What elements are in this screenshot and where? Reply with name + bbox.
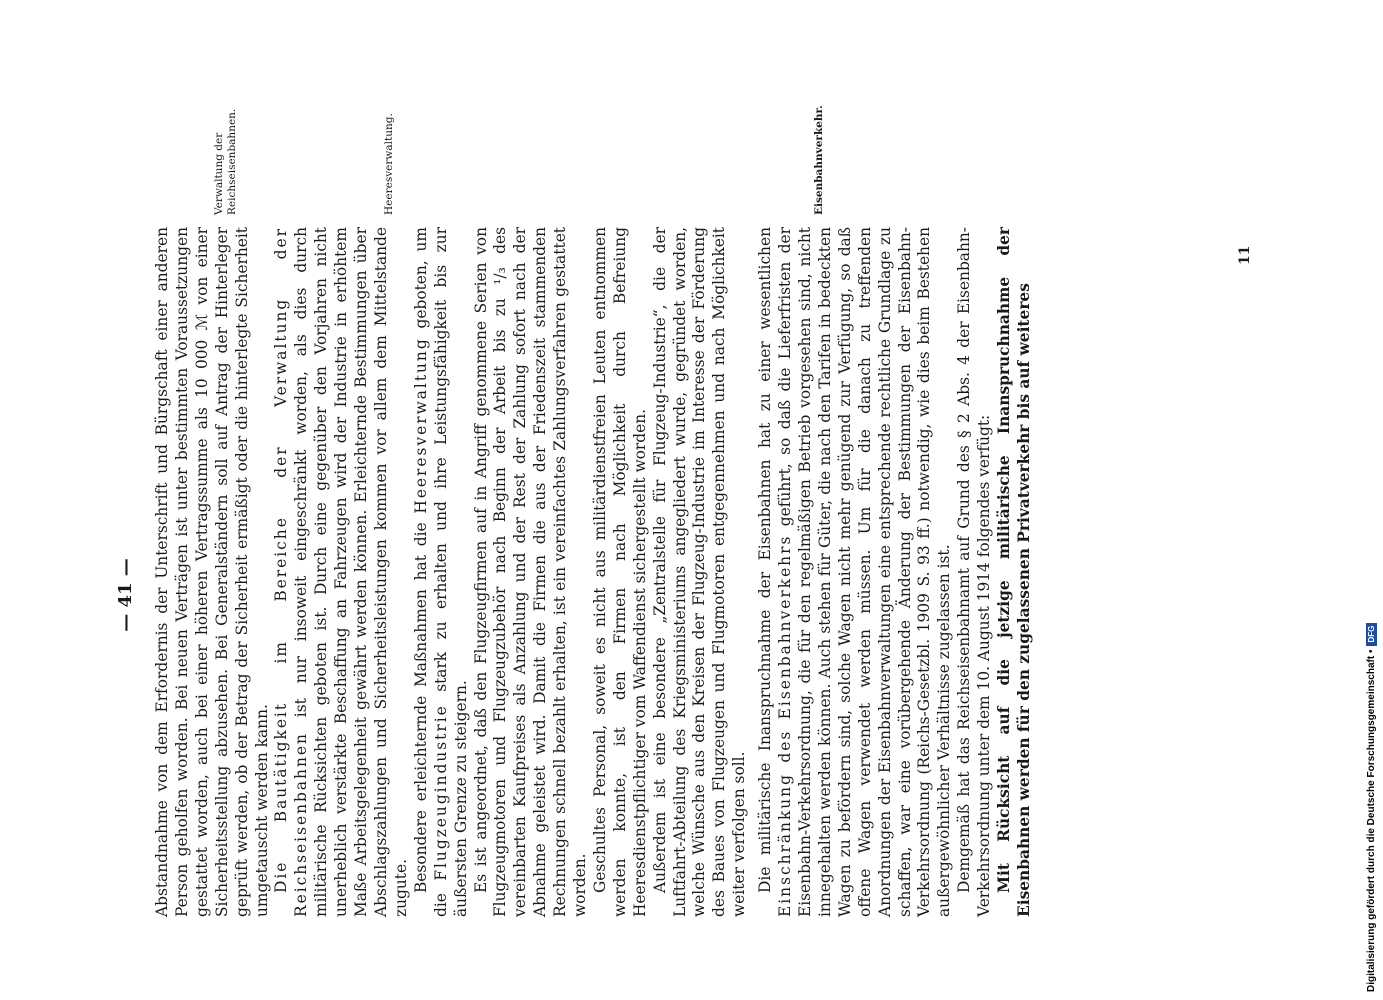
- rotated-page: [115, 105, 1275, 955]
- paragraph-body: geführt, so daß die Lieferfristen der Eisenbahn-Verkehrsordnung, die für den regelmäßigen Betrieb vorgesehen sind, nicht innegehalten werden können. Auch stehen für Güter, die nach den Tarifen in bedeckten Wagen zu befördern sind, solche Wagen nicht mehr genügend zur Verfügung, so daß offene Wagen verwendet werden müssen. Um für die danach zu treffenden Anordnungen der Eisenbahnverwaltungen eine entsprechende rechtliche Grundlage zu schaffen, war eine vorübergehende Änderung der Bestimmungen der Eisenbahn-Verkehrsordnung (Reichs-Gesetzbl. 1909 S. 93 ff.) notwendig, wie dies beim Bestehen außergewöhnlicher Verhältnisse zugelassen ist.: [776, 226, 954, 917]
- paragraph-zentralstelle: Außerdem ist eine besondere „Zentralstelle für Flugzeug-Industrie“, die der Luftfahrt-Abteilung des Kriegsministeriums angegliedert wurde, gegründet worden, welche Wünsche aus den Kreisen der Flugzeug-Industrie im Interesse der Förderung des Baues von Flugzeugen und Flugmotoren entgegennehmen und nach Möglichkeit weiter verfolgen soll.: [650, 227, 749, 917]
- credit-text: Digitalisierung gefördert durch die Deutsche Forschungsgemeinschaft •: [1366, 649, 1377, 992]
- lead-phrase: Heeresverwaltung: [411, 337, 430, 514]
- paragraph-body: ist nur insoweit eingeschränkt worden, als dies durch militärische Rücksichten geboten ist. Durch eine gegenüber den Vorjahren nicht unerheblich verstärkte Beschaffung an Fahrzeugen wird der Industrie in erhöhtem Maße Arbeitsgelegenheit gewährt werden können. Erleichternde Bestimmungen über Abschlagszahlungen und Sicherheitsleistungen kommen vor allem dem Mittelstande zugute.: [292, 227, 410, 917]
- paragraph-heeresverwaltung: [412, 227, 472, 917]
- paragraph-verfuegung: Mit Rücksicht auf die jetzige militärische Inanspruchnahme der Eisenbahnen werden für den zugelassenen Privatverkehr bis auf weiteres: [995, 227, 1033, 917]
- paragraph-personal: Geschultes Personal, soweit es nicht aus militärdienstfreien Leuten entnommen werden konnte, ist den Firmen nach Möglichkeit durch Befreiung Heeresdienstpflichtiger vom Waffendienst sichergestellt worden.: [590, 227, 649, 917]
- dfg-logo: DFG: [1366, 623, 1377, 646]
- digitization-credit: [1366, 623, 1377, 992]
- lead-phrase: Die Bautätigkeit im Bereiche der Verwaltung der Reichseisenbahnen: [272, 227, 311, 917]
- paragraph-bautaetigkeit: [272, 227, 411, 917]
- margin-note-heeresverwaltung: Heeresverwaltung.: [383, 113, 395, 215]
- paragraph-body: stark zu erhalten und ihre Leistungsfähigkeit bis zur äußersten Grenze zu steigern.: [431, 227, 470, 917]
- paragraph-eisenbahn: [756, 227, 955, 917]
- margin-note-eisenbahnverkehr: Eisenbahnverkehr.: [813, 105, 825, 215]
- sheet-number: 11: [1237, 245, 1253, 265]
- paragraph-anzahlung: Es ist angeordnet, daß den Flugzeugfirmen auf in Angriff genommene Serien von Flugzeugmotoren und Flugzeugzubehör nach Beginn der Arbeit bis zu ¹/₃ des vereinbarten Kaufpreises als Anzahlung und der Rest der Zahlung sofort nach der Abnahme geleistet wird. Damit die Firmen die aus der Friedenszeit stammenden Rechnungen schnell bezahlt erhalten, ist ein vereinfachtes Zahlungsverfahren gestattet worden.: [471, 227, 590, 917]
- paragraph-reichseisenbahnamt: Demgemäß hat das Reichseisenbahnamt auf Grund des § 2 Abs. 4 der Eisenbahn-Verkehrsordnung unter dem 10. August 1914 folgendes verfügt:: [955, 227, 994, 917]
- body-text: [153, 227, 1035, 917]
- paragraph-mid: geboten, um die: [411, 227, 450, 917]
- lead-phrase: Einschränkung des Eisenbahnverkehrs: [776, 534, 795, 917]
- paragraph-pre: Besondere erleichternde Maßnahmen hat die: [411, 513, 430, 893]
- paragraph-continuation: Abstandnahme von dem Erfordernis der Unterschrift und Bürgschaft einer anderen Person geholfen worden. Bei neuen Verträgen ist unter bestimmten Voraussetzungen gestattet worden, auch bei einer höheren Vertragssumme als 10 000 ℳ von einer Sicherheitsstellung abzusehen. Bei Generalständern soll auf Antrag der Hinterleger geprüft werden, ob der Betrag der Sicherheit ermäßigt oder die hinterlegte Sicherheit umgetauscht werden kann.: [153, 227, 271, 917]
- page-header: — 41 —: [115, 558, 136, 632]
- lead-phrase-2: Flugzeugindustrie: [431, 704, 450, 881]
- margin-note-reichseisenbahnen: Verwaltung der Reichseisenbahnen.: [213, 108, 238, 215]
- paragraph-pre: Die militärische Inanspruchnahme der Eisenbahnen hat zu einer wesentlichen: [756, 227, 775, 893]
